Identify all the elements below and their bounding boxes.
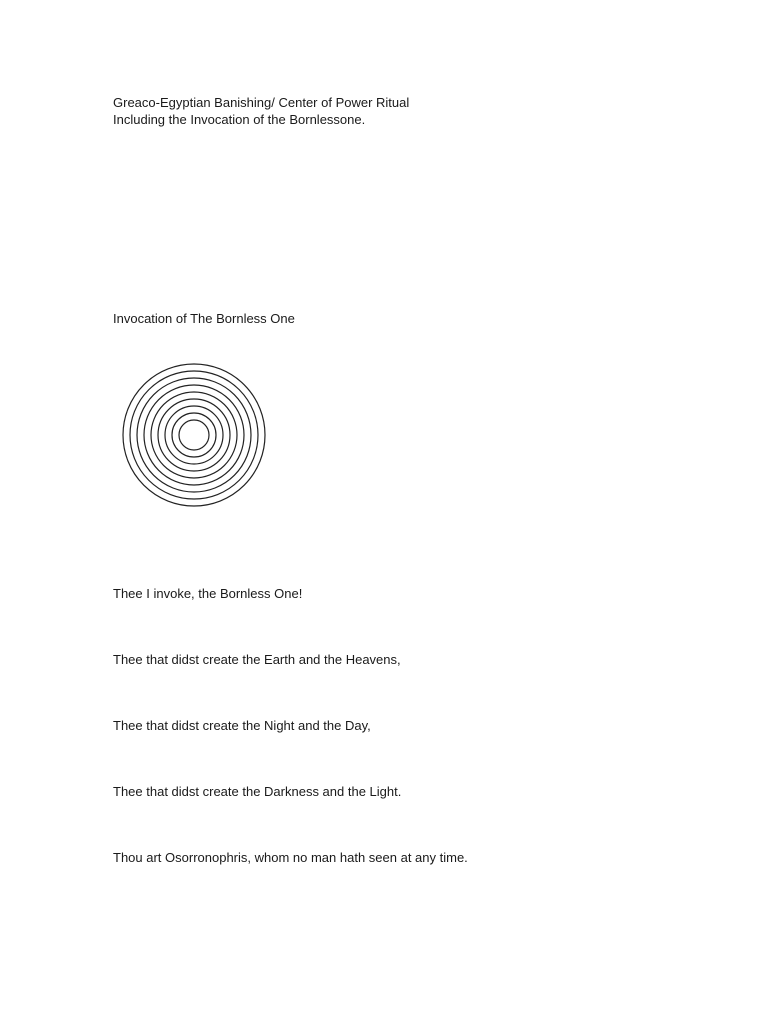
section-heading: Invocation of The Bornless One: [113, 311, 295, 326]
verse-line-2: Thee that didst create the Earth and the Heavens,: [113, 652, 401, 667]
document-title-line-2: Including the Invocation of the Bornlessone.: [113, 112, 366, 127]
verse-line-4: Thee that didst create the Darkness and the Light.: [113, 784, 402, 799]
verse-line-5: Thou art Osorronophris, whom no man hath seen at any time.: [113, 850, 468, 865]
concentric-circles-icon: [115, 361, 275, 511]
verse-line-3: Thee that didst create the Night and the Day,: [113, 718, 371, 733]
concentric-circles-figure: [115, 361, 275, 511]
verse-line-1: Thee I invoke, the Bornless One!: [113, 586, 303, 601]
document-title-line-1: Greaco-Egyptian Banishing/ Center of Power Ritual: [113, 95, 410, 110]
